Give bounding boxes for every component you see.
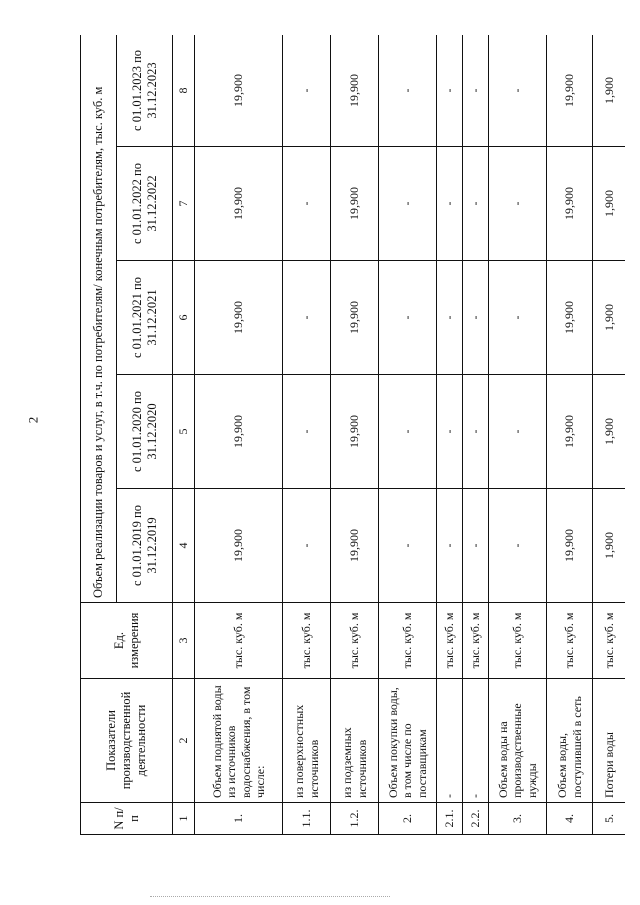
row-unit: тыс. куб. м — [463, 603, 489, 679]
rotated-table-area — [80, 35, 625, 835]
row-indicator: Объем воды, поступившей в сеть — [547, 679, 593, 803]
row-unit: тыс. куб. м — [489, 603, 547, 679]
table-row — [283, 35, 331, 835]
row-value-2020: - — [379, 375, 437, 489]
row-value-2021: 19,900 — [331, 261, 379, 375]
header-n: N п/п — [81, 803, 173, 835]
row-value-2019: - — [379, 489, 437, 603]
table-row — [437, 35, 463, 835]
row-value-2023: 19,900 — [547, 35, 593, 147]
row-value-2021: 19,900 — [195, 261, 283, 375]
row-value-2020: 19,900 — [547, 375, 593, 489]
row-value-2020: - — [489, 375, 547, 489]
table-row — [331, 35, 379, 835]
row-value-2023: - — [437, 35, 463, 147]
row-value-2021: - — [283, 261, 331, 375]
row-value-2022: 19,900 — [331, 147, 379, 261]
row-unit: тыс. куб. м — [547, 603, 593, 679]
row-value-2019: - — [283, 489, 331, 603]
row-value-2019: 1,900 — [593, 489, 626, 603]
production-volume-table — [80, 35, 625, 835]
col-number: 6 — [173, 261, 195, 375]
table-row — [195, 35, 283, 835]
page-number: 2 — [25, 416, 41, 424]
row-unit: тыс. куб. м — [379, 603, 437, 679]
row-value-2023: 19,900 — [331, 35, 379, 147]
row-value-2019: - — [437, 489, 463, 603]
header-volume: Объем реализации товаров и услуг, в т.ч. по потребителям/ конечным потребителям, тыс. куб. м — [81, 35, 117, 603]
row-number: 2.2. — [463, 803, 489, 835]
row-value-2022: - — [463, 147, 489, 261]
header-indicator: Показатели производственной деятельности — [81, 679, 173, 803]
row-value-2022: 19,900 — [195, 147, 283, 261]
row-value-2021: - — [437, 261, 463, 375]
col-number: 3 — [173, 603, 195, 679]
row-value-2020: 19,900 — [331, 375, 379, 489]
row-number: 1. — [195, 803, 283, 835]
row-number: 5. — [593, 803, 626, 835]
row-number: 4. — [547, 803, 593, 835]
row-value-2023: - — [489, 35, 547, 147]
table-row — [547, 35, 593, 835]
row-value-2021: - — [379, 261, 437, 375]
table-row — [593, 35, 626, 835]
header-period-2022: с 01.01.2022 по 31.12.2022 — [117, 147, 173, 261]
row-value-2023: - — [463, 35, 489, 147]
table-row — [379, 35, 437, 835]
row-value-2020: 19,900 — [195, 375, 283, 489]
row-indicator: Потери воды — [593, 679, 626, 803]
row-value-2021: 19,900 — [547, 261, 593, 375]
row-value-2022: - — [283, 147, 331, 261]
row-unit: тыс. куб. м — [593, 603, 626, 679]
row-unit: тыс. куб. м — [195, 603, 283, 679]
row-value-2019: 19,900 — [331, 489, 379, 603]
table-row — [463, 35, 489, 835]
header-unit: Ед. измерения — [81, 603, 173, 679]
row-value-2022: - — [379, 147, 437, 261]
row-number: 2. — [379, 803, 437, 835]
row-value-2019: - — [463, 489, 489, 603]
row-unit: тыс. куб. м — [437, 603, 463, 679]
row-indicator: - — [463, 679, 489, 803]
row-indicator: из подземных источников — [331, 679, 379, 803]
row-indicator: Объем поднятой воды из источников водоснабжения, в том числе: — [195, 679, 283, 803]
row-unit: тыс. куб. м — [283, 603, 331, 679]
header-period-2021: с 01.01.2021 по 31.12.2021 — [117, 261, 173, 375]
row-number: 1.2. — [331, 803, 379, 835]
row-value-2021: 1,900 — [593, 261, 626, 375]
header-period-2019: с 01.01.2019 по 31.12.2019 — [117, 489, 173, 603]
table-row — [489, 35, 547, 835]
row-value-2023: - — [379, 35, 437, 147]
col-number: 5 — [173, 375, 195, 489]
row-value-2019: 19,900 — [195, 489, 283, 603]
row-value-2023: - — [283, 35, 331, 147]
row-value-2020: - — [437, 375, 463, 489]
col-number: 8 — [173, 35, 195, 147]
header-period-2020: с 01.01.2020 по 31.12.2020 — [117, 375, 173, 489]
header-period-2023: с 01.01.2023 по 31.12.2023 — [117, 35, 173, 147]
row-indicator: из поверхностных источников — [283, 679, 331, 803]
col-number: 7 — [173, 147, 195, 261]
row-number: 3. — [489, 803, 547, 835]
row-value-2019: - — [489, 489, 547, 603]
row-value-2020: 1,900 — [593, 375, 626, 489]
row-number: 1.1. — [283, 803, 331, 835]
row-unit: тыс. куб. м — [331, 603, 379, 679]
row-value-2023: 19,900 — [195, 35, 283, 147]
row-value-2022: 19,900 — [547, 147, 593, 261]
row-value-2019: 19,900 — [547, 489, 593, 603]
row-indicator: Объем воды на производственные нужды — [489, 679, 547, 803]
row-value-2022: 1,900 — [593, 147, 626, 261]
col-number: 1 — [173, 803, 195, 835]
row-indicator: Объем покупки воды, в том числе по поставщикам — [379, 679, 437, 803]
col-number: 4 — [173, 489, 195, 603]
row-number: 2.1. — [437, 803, 463, 835]
row-indicator: - — [437, 679, 463, 803]
row-value-2020: - — [463, 375, 489, 489]
row-value-2021: - — [463, 261, 489, 375]
row-value-2020: - — [283, 375, 331, 489]
row-value-2021: - — [489, 261, 547, 375]
row-value-2023: 1,900 — [593, 35, 626, 147]
row-value-2022: - — [489, 147, 547, 261]
row-value-2022: - — [437, 147, 463, 261]
scan-artifact-line — [150, 896, 390, 897]
col-number: 2 — [173, 679, 195, 803]
